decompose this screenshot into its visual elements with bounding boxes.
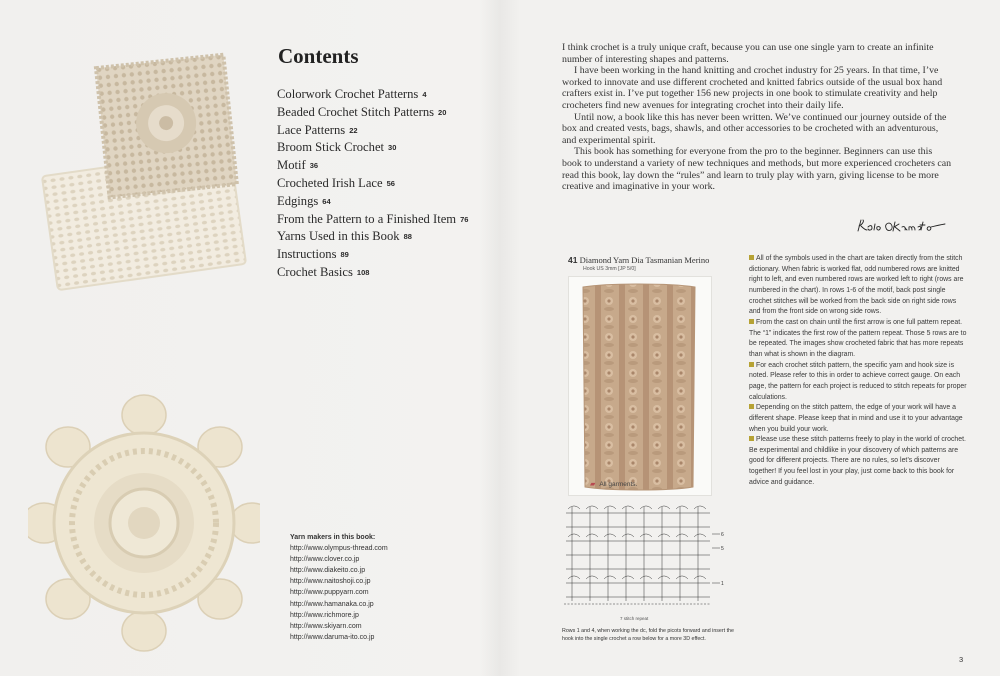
sample-heading: [568, 255, 709, 265]
notes-sidebar: [749, 254, 967, 488]
yarn-maker-url: http://www.skiyarn.com: [290, 622, 362, 630]
table-of-contents: [277, 86, 468, 282]
intro-paragraph: I think crochet is a truly unique craft, because you can use one single yarn to create an infinite number of interesting shapes and patterns.: [562, 42, 934, 65]
chart-row-label: 1: [721, 581, 724, 587]
toc-entry-page: 36: [309, 161, 319, 171]
toc-entry-page: 76: [460, 214, 469, 224]
yarn-maker-url: http://www.clover.co.jp: [290, 556, 360, 564]
toc-entry-label: Edgings: [277, 193, 319, 208]
chart-row-label: 6: [721, 532, 724, 538]
page-number: 3: [959, 655, 964, 664]
yarn-maker-url: http://www.daruma-ito.co.jp: [290, 633, 375, 641]
bullet-square-icon: [749, 255, 754, 260]
garment-note: [590, 480, 637, 488]
chart-note: Rows 1 and 4, when working the dc, fold the picots forward and insert the hook into the single crochet a row below for a more 3D effect.: [562, 628, 734, 643]
square-motif-swatch-photo: [38, 52, 263, 297]
note-text: Please use these stitch patterns freely to play in the world of crochet. Be experimental and childlike in your discovery of which patterns are good for different projects. There are no rules, so let’s discover together! If you feel lost in your play, just come back to this book for advice and guidance.: [749, 436, 966, 486]
yarn-maker-url: http://www.naitoshoji.co.jp: [290, 578, 371, 586]
note-text: Depending on the stitch pattern, the edge of your work will have a different shape. Please keep that in mind and use it to your advantage when you build your work.: [749, 404, 963, 433]
sample-title: Diamond Yarn Dia Tasmanian Merino: [579, 255, 710, 265]
garment-icon: ▰: [590, 481, 596, 488]
intro-paragraph: Until now, a book like this has never been written. We’ve continued our journey outside of the box and created vests, bags, shawls, and other accessories to be crocheted with an adventurous, and experimental spirit.: [562, 111, 947, 146]
sample-swatch-photo: [569, 277, 711, 495]
toc-entry-label: Lace Patterns: [277, 122, 346, 137]
bullet-square-icon: [749, 404, 754, 409]
toc-entry-label: Motif: [277, 158, 306, 173]
intro-paragraph: I have been working in the hand knitting and crochet industry for 25 years. In that time, I’ve worked to innovate and use different crocheted and knitted fabrics outside of the usual box hand crafters exist in. I’ve put together 156 new projects in one book to stimulate creativity and help crocheters find new avenues for integrating crochet into their daily life.: [562, 65, 943, 111]
toc-entry: [277, 104, 468, 122]
toc-entry-page: 89: [340, 250, 349, 260]
author-signature: [855, 215, 947, 239]
chart-row-label: 5: [721, 546, 724, 552]
note-text: From the cast on chain until the first arrow is one full pattern repeat. The “1” indicates the first row of the pattern repeat. Those 5 rows are to be repeated. The images show crocheted fabric that has more repeats than what is shown in the diagram.: [749, 318, 967, 358]
bullet-square-icon: [749, 362, 754, 367]
toc-entry: [277, 139, 468, 157]
toc-entry: [277, 264, 468, 282]
toc-entry: [277, 228, 468, 246]
sample-hook-size: Hook US 3mm [JP 5/0]: [583, 266, 636, 272]
toc-entry-page: 56: [386, 178, 395, 188]
toc-entry-label: Yarns Used in this Book: [277, 229, 400, 244]
toc-entry: [277, 86, 468, 104]
toc-entry-label: Instructions: [277, 247, 337, 262]
sample-swatch-photo-frame: [568, 276, 712, 496]
introduction-text: [562, 42, 954, 193]
yarn-maker-url: http://www.diakeito.co.jp: [290, 567, 366, 575]
yarn-maker-url: http://www.richmore.jp: [290, 611, 359, 619]
toc-entry: [277, 193, 468, 211]
doily-swatch-photo: [28, 388, 260, 658]
toc-entry-page: 20: [438, 107, 447, 117]
toc-entry-page: 4: [422, 90, 427, 99]
toc-entry-label: Crocheted Irish Lace: [277, 175, 383, 190]
toc-entry-label: Colorwork Crochet Patterns: [277, 87, 419, 101]
note-text: For each crochet stitch pattern, the specific yarn and hook size is noted. Please refer to this in order to achieve correct gauge. On each page, the pattern for each project is reduced to stitch repeats for proper calculations.: [749, 361, 967, 401]
toc-entry-label: From the Pattern to a Finished Item: [277, 211, 457, 226]
bullet-square-icon: [749, 436, 754, 441]
toc-entry-label: Broom Stick Crochet: [277, 140, 385, 155]
toc-entry-page: 22: [349, 125, 358, 135]
toc-entry: [277, 157, 468, 175]
garment-label: All garments.: [599, 481, 638, 488]
toc-entry: [277, 246, 468, 264]
note-paragraph: [749, 254, 967, 318]
yarn-makers-heading: Yarn makers in this book:: [290, 534, 376, 541]
toc-entry-label: Beaded Crochet Stitch Patterns: [277, 104, 435, 119]
yarn-maker-url: http://www.olympus-thread.com: [290, 545, 388, 553]
toc-entry: [277, 175, 468, 193]
yarn-makers-list: [290, 532, 388, 643]
note-text: All of the symbols used in the chart are taken directly from the stitch dictionary. When fabric is worked flat, odd numbered rows are knitted right to left, and even numbered rows are worked left to right (rows are numbered in the chart). In rows 1-6 of the motif, back post single crochet stitches will be worked from the back side on right side rows and from the front side on wrong side rows.: [749, 255, 964, 316]
toc-entry-label: Crochet Basics: [277, 264, 353, 279]
toc-entry-page: 30: [388, 143, 397, 153]
toc-entry-page: 64: [322, 196, 331, 206]
toc-entry: [277, 211, 468, 229]
toc-entry-page: 108: [356, 267, 370, 277]
yarn-maker-url: http://www.hamanaka.co.jp: [290, 600, 374, 608]
toc-entry: [277, 122, 468, 140]
note-paragraph: [749, 435, 967, 488]
yarn-maker-url: http://www.puppyarn.com: [290, 589, 369, 597]
note-paragraph: [749, 403, 967, 435]
intro-paragraph: This book has something for everyone from the pro to the beginner. Beginners can use this book to understand a variety of new techniques and methods, but more experienced crocheters can read this book, lay down the “rules” and learn to truly play with yarn, giving license to be more creative and imaginative in your work.: [562, 146, 952, 193]
contents-heading: Contents: [278, 44, 359, 68]
sample-number: 41: [568, 255, 578, 265]
bullet-square-icon: [749, 319, 754, 324]
toc-entry-page: 88: [403, 232, 412, 242]
note-paragraph: [749, 318, 967, 361]
stitch-chart: [560, 503, 728, 611]
note-paragraph: [749, 361, 967, 404]
stitch-repeat-label: 7 stitch repeat: [620, 616, 649, 621]
